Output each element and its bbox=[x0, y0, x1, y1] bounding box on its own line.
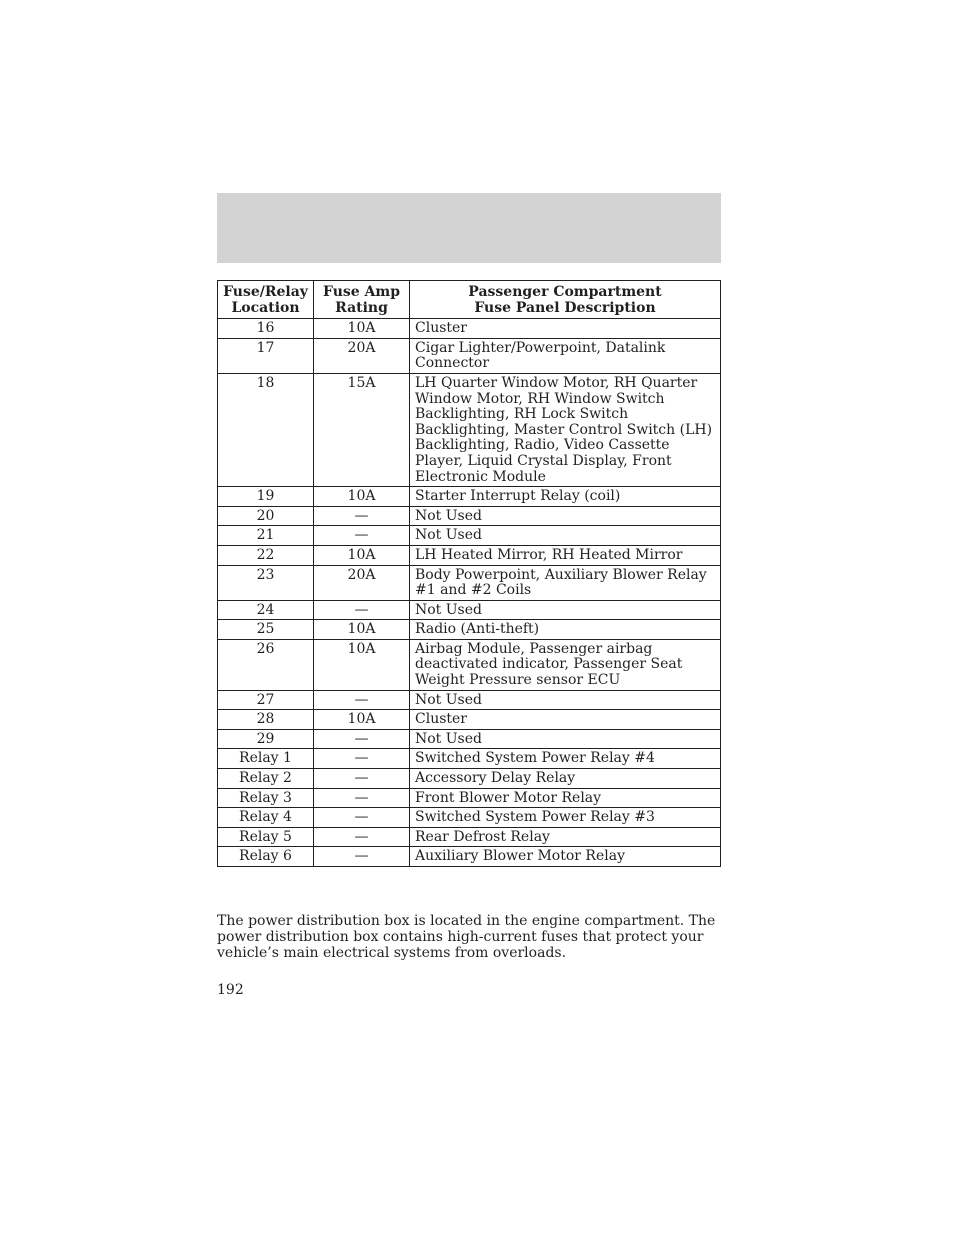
cell-location: Relay 5 bbox=[218, 827, 314, 847]
cell-description: Not Used bbox=[410, 729, 721, 749]
cell-rating: 20A bbox=[314, 338, 410, 373]
cell-location: 25 bbox=[218, 620, 314, 640]
cell-description: Cigar Lighter/Powerpoint, Datalink Connector bbox=[410, 338, 721, 373]
table-row bbox=[218, 620, 721, 640]
table-row bbox=[218, 847, 721, 867]
table-row bbox=[218, 565, 721, 600]
cell-description: Switched System Power Relay #4 bbox=[410, 749, 721, 769]
table-row bbox=[218, 769, 721, 789]
table-row bbox=[218, 506, 721, 526]
table-row bbox=[218, 639, 721, 690]
cell-rating: — bbox=[314, 788, 410, 808]
cell-description: Airbag Module, Passenger airbag deactivated indicator, Passenger Seat Weight Pressure sensor ECU bbox=[410, 639, 721, 690]
table-row bbox=[218, 526, 721, 546]
cell-description: Rear Defrost Relay bbox=[410, 827, 721, 847]
table-row bbox=[218, 710, 721, 730]
table-header-row bbox=[218, 281, 721, 319]
cell-rating: — bbox=[314, 847, 410, 867]
cell-location: 20 bbox=[218, 506, 314, 526]
table-row bbox=[218, 319, 721, 339]
cell-location: Relay 6 bbox=[218, 847, 314, 867]
body-paragraph: The power distribution box is located in the engine compartment. The power distribution box contains high-current fuses that protect your vehicle’s main electrical systems from overloads. bbox=[217, 913, 716, 961]
header-location: Fuse/Relay Location bbox=[218, 281, 314, 319]
table-row bbox=[218, 729, 721, 749]
cell-rating: 10A bbox=[314, 710, 410, 730]
table-row bbox=[218, 545, 721, 565]
cell-description: Not Used bbox=[410, 506, 721, 526]
cell-rating: 10A bbox=[314, 487, 410, 507]
cell-location: 22 bbox=[218, 545, 314, 565]
header-description: Passenger Compartment Fuse Panel Description bbox=[410, 281, 721, 319]
cell-description: LH Quarter Window Motor, RH Quarter Window Motor, RH Window Switch Backlighting, RH Lock Switch Backlighting, Master Control Switch (LH) Backlighting, Radio, Video Cassette Player, Liquid Crystal Display, Front Electronic Module bbox=[410, 373, 721, 486]
cell-rating: — bbox=[314, 749, 410, 769]
cell-rating: 10A bbox=[314, 319, 410, 339]
cell-location: Relay 1 bbox=[218, 749, 314, 769]
cell-location: 19 bbox=[218, 487, 314, 507]
cell-rating: — bbox=[314, 808, 410, 828]
cell-location: 16 bbox=[218, 319, 314, 339]
fuse-table bbox=[217, 280, 721, 867]
table-row bbox=[218, 827, 721, 847]
cell-location: 29 bbox=[218, 729, 314, 749]
table-row bbox=[218, 749, 721, 769]
table-row bbox=[218, 788, 721, 808]
cell-location: 17 bbox=[218, 338, 314, 373]
cell-rating: — bbox=[314, 690, 410, 710]
cell-location: 27 bbox=[218, 690, 314, 710]
cell-description: Radio (Anti-theft) bbox=[410, 620, 721, 640]
cell-rating: 20A bbox=[314, 565, 410, 600]
cell-rating: — bbox=[314, 729, 410, 749]
cell-location: Relay 4 bbox=[218, 808, 314, 828]
table-row bbox=[218, 600, 721, 620]
cell-description: Switched System Power Relay #3 bbox=[410, 808, 721, 828]
cell-description: Cluster bbox=[410, 710, 721, 730]
table-row bbox=[218, 808, 721, 828]
table-row bbox=[218, 373, 721, 486]
cell-rating: — bbox=[314, 526, 410, 546]
cell-location: 24 bbox=[218, 600, 314, 620]
cell-description: Body Powerpoint, Auxiliary Blower Relay #1 and #2 Coils bbox=[410, 565, 721, 600]
cell-rating: 10A bbox=[314, 545, 410, 565]
fuse-table-body bbox=[218, 319, 721, 867]
cell-description: Not Used bbox=[410, 526, 721, 546]
cell-location: Relay 3 bbox=[218, 788, 314, 808]
cell-description: LH Heated Mirror, RH Heated Mirror bbox=[410, 545, 721, 565]
table-row bbox=[218, 690, 721, 710]
cell-rating: 10A bbox=[314, 620, 410, 640]
section-header-band bbox=[217, 193, 721, 263]
cell-location: Relay 2 bbox=[218, 769, 314, 789]
cell-location: 28 bbox=[218, 710, 314, 730]
cell-description: Not Used bbox=[410, 600, 721, 620]
cell-rating: — bbox=[314, 769, 410, 789]
cell-description: Auxiliary Blower Motor Relay bbox=[410, 847, 721, 867]
cell-description: Cluster bbox=[410, 319, 721, 339]
cell-rating: 10A bbox=[314, 639, 410, 690]
cell-rating: — bbox=[314, 827, 410, 847]
cell-description: Not Used bbox=[410, 690, 721, 710]
page-number: 192 bbox=[217, 982, 244, 998]
cell-location: 23 bbox=[218, 565, 314, 600]
cell-description: Starter Interrupt Relay (coil) bbox=[410, 487, 721, 507]
cell-description: Accessory Delay Relay bbox=[410, 769, 721, 789]
cell-location: 26 bbox=[218, 639, 314, 690]
cell-rating: 15A bbox=[314, 373, 410, 486]
table-row bbox=[218, 487, 721, 507]
cell-rating: — bbox=[314, 506, 410, 526]
cell-location: 18 bbox=[218, 373, 314, 486]
cell-rating: — bbox=[314, 600, 410, 620]
cell-description: Front Blower Motor Relay bbox=[410, 788, 721, 808]
header-rating: Fuse Amp Rating bbox=[314, 281, 410, 319]
table-row bbox=[218, 338, 721, 373]
cell-location: 21 bbox=[218, 526, 314, 546]
